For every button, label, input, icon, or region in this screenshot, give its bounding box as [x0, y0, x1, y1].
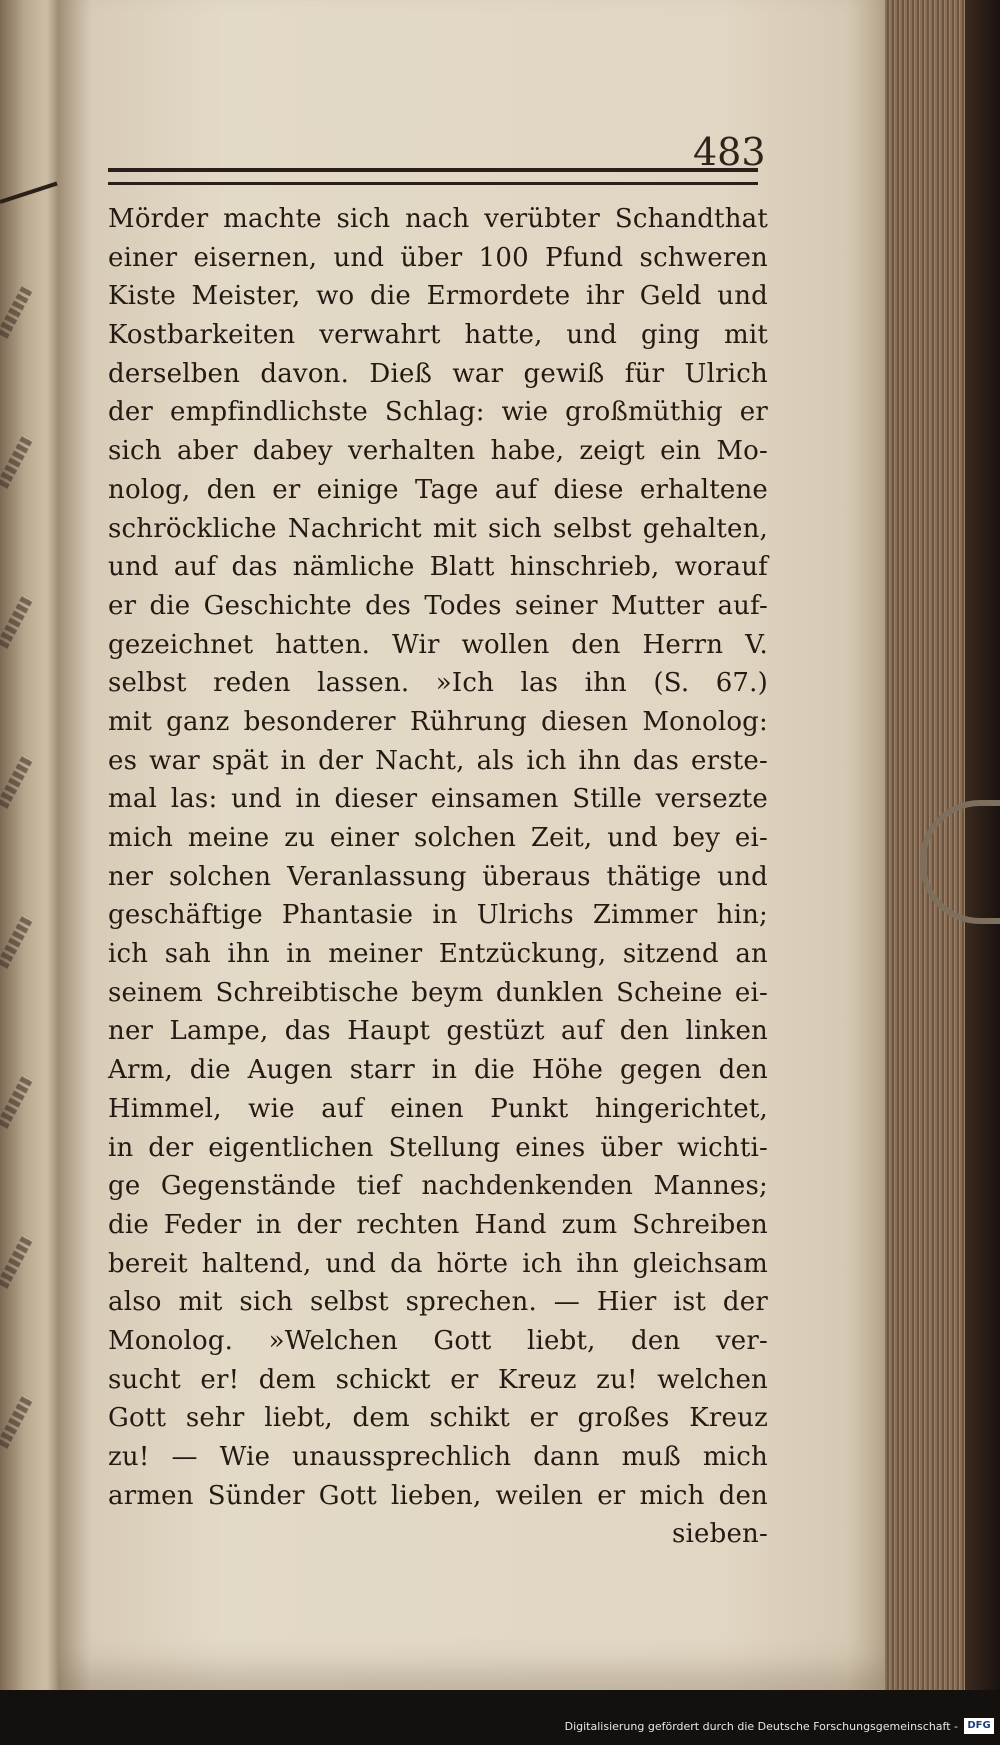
- dfg-logo: DFG: [964, 1718, 994, 1734]
- header-rule: [108, 168, 758, 185]
- text-line: gezeichnet hatten. Wir wollen den Herrn V.: [108, 629, 768, 660]
- text-line: nolog, den er einige Tage auf diese erhaltene: [108, 474, 768, 505]
- scan-background: [0, 1690, 1000, 1745]
- text-line: selbst reden lassen. »Ich las ihn (S. 67.): [108, 668, 768, 699]
- text-line: Monolog. »Welchen Gott liebt, den ver-: [108, 1325, 768, 1356]
- text-line: seinem Schreibtische beym dunklen Scheine ei-: [108, 977, 768, 1008]
- catchword: sieben-: [671, 1519, 768, 1550]
- text-line: einer eisernen, und über 100 Pfund schweren: [108, 242, 768, 273]
- text-line: es war spät in der Nacht, als ich ihn das erste-: [108, 745, 768, 776]
- text-line: und auf das nämliche Blatt hinschrieb, worauf: [108, 552, 768, 583]
- text-line: in der eigentlichen Stellung eines über wichti-: [108, 1132, 768, 1163]
- digitization-credit: Digitalisierung gefördert durch die Deutsche Forschungsgemeinschaft -: [564, 1720, 958, 1733]
- page-body-text: [108, 200, 768, 1554]
- text-line: der empfindlichste Schlag: wie großmüthig er: [108, 397, 768, 428]
- text-line: armen Sünder Gott lieben, weilen er mich den: [108, 1480, 768, 1511]
- text-line: sich aber dabey verhalten habe, zeigt ein Mo-: [108, 436, 768, 467]
- text-line: geschäftige Phantasie in Ulrichs Zimmer hin;: [108, 900, 768, 931]
- facing-page-text-fragment: [0, 594, 34, 649]
- facing-page-text-fragment: [0, 754, 34, 809]
- text-line: Arm, die Augen starr in die Höhe gegen den: [108, 1055, 768, 1086]
- text-line: derselben davon. Dieß war gewiß für Ulrich: [108, 358, 768, 389]
- text-line: er die Geschichte des Todes seiner Mutter auf-: [108, 590, 768, 621]
- facing-page-text-fragment: [0, 914, 34, 969]
- text-line: Kostbarkeiten verwahrt hatte, und ging mit: [108, 320, 768, 351]
- text-line: Mörder machte sich nach verübter Schandthat: [108, 204, 768, 234]
- text-line: ner Lampe, das Haupt gestüzt auf den linken: [108, 1016, 768, 1047]
- facing-page-text-fragment: [0, 284, 34, 339]
- text-line: also mit sich selbst sprechen. — Hier ist der: [108, 1287, 768, 1318]
- text-line: mich meine zu einer solchen Zeit, und bey ei-: [108, 823, 768, 853]
- text-line: sucht er! dem schickt er Kreuz zu! welchen: [108, 1364, 768, 1395]
- facing-page-text-fragment: [0, 1234, 34, 1289]
- page-number: 483: [693, 130, 766, 174]
- text-line: ge Gegenstände tief nachdenkenden Mannes;: [108, 1171, 768, 1202]
- text-line: bereit haltend, und da hörte ich ihn gleichsam: [108, 1248, 768, 1279]
- text-line: Himmel, wie auf einen Punkt hingerichtet,: [108, 1093, 768, 1124]
- text-line: mal las: und in dieser einsamen Stille versezte: [108, 784, 768, 815]
- text-line: mit ganz besonderer Rührung diesen Monolog:: [108, 706, 768, 737]
- text-line: die Feder in der rechten Hand zum Schreiben: [108, 1209, 768, 1240]
- facing-page-text-fragment: [0, 1074, 34, 1129]
- facing-page-rule: [0, 182, 58, 204]
- facing-page-text-fragment: [0, 434, 34, 489]
- text-line: Gott sehr liebt, dem schikt er großes Kreuz: [108, 1403, 768, 1434]
- text-line: ner solchen Veranlassung überaus thätige und: [108, 861, 768, 892]
- text-line: zu! — Wie unaussprechlich dann muß mich: [108, 1442, 768, 1472]
- text-line: Kiste Meister, wo die Ermordete ihr Geld und: [108, 281, 768, 312]
- text-line: ich sah ihn in meiner Entzückung, sitzend an: [108, 939, 768, 970]
- text-line: schröckliche Nachricht mit sich selbst gehalten,: [108, 513, 768, 544]
- facing-page-edge: [0, 0, 62, 1745]
- facing-page-text-fragment: [0, 1394, 34, 1449]
